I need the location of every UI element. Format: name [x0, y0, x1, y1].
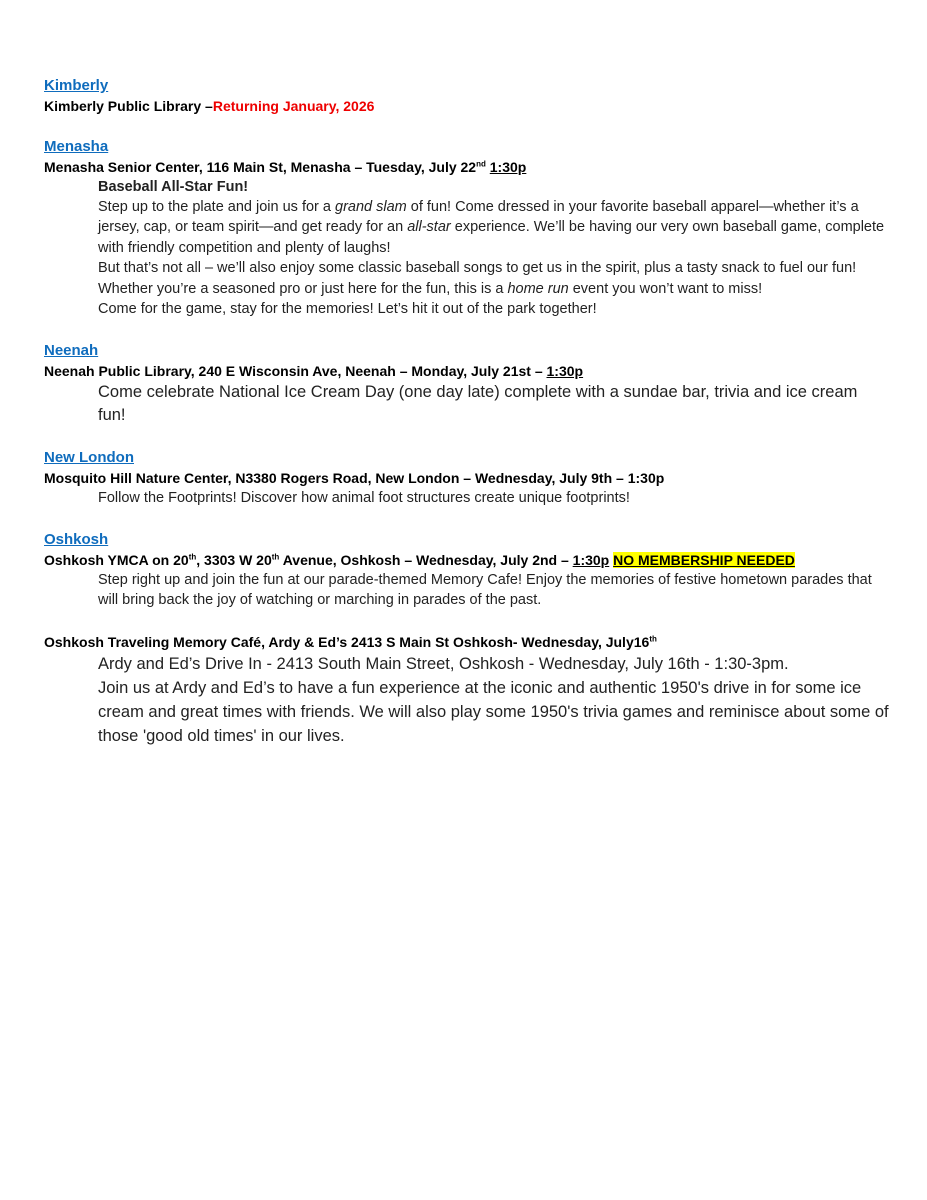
paragraph [98, 279, 889, 299]
event-description-menasha [98, 177, 889, 319]
event-time: 1:30p [489, 159, 527, 175]
location-text: Avenue, Oshkosh – Wednesday, July 2nd – [279, 551, 573, 568]
location-line-new-london: Mosquito Hill Nature Center, N3380 Rogers Road, New London – Wednesday, July 9th – 1:30p [44, 470, 665, 487]
event-description-new-london: Follow the Footprints! Discover how animal foot structures create unique footprints! [98, 490, 630, 507]
town-heading-kimberly[interactable]: Kimberly [44, 77, 109, 94]
text-run: Step up to the plate and join us for a [98, 199, 335, 215]
town-heading-neenah[interactable]: Neenah [44, 342, 99, 360]
ordinal-suffix: th [649, 634, 657, 643]
text-run: Whether you’re a seasoned pro or just here for the fun, this is a [98, 280, 508, 297]
text-run: event you won’t want to miss! [568, 280, 763, 297]
event-title: Baseball All-Star Fun! [98, 179, 249, 195]
event-description-oshkosh: Step right up and join the fun at our parade-themed Memory Cafe! Enjoy the memories of festive hometown parades that will bring back the joy of watching or marching in parades of the past. [98, 571, 872, 609]
paragraph [98, 197, 889, 258]
date-suffix: nd [476, 159, 486, 169]
location-line-kimberly [44, 96, 889, 116]
event-time: 1:30p [572, 551, 610, 568]
location-line-neenah [44, 361, 889, 381]
ordinal-suffix: th [188, 552, 197, 562]
town-heading-new-london[interactable]: New London [44, 449, 134, 467]
text-run: experience. We’ll be having our very own baseball game, complete with friendly competition and plenty of laughs! [98, 219, 885, 256]
paragraph: Ardy and Ed’s Drive In - 2413 South Main Street, Oshkosh - Wednesday, July 16th - 1:30-3pm. [98, 654, 789, 673]
event-description-oshkosh-traveling [98, 652, 889, 748]
paragraph: But that’s not all – we’ll also enjoy some classic baseball songs to get us in the spirit, plus a tasty snack to fuel our fun! [98, 260, 857, 277]
location-line-oshkosh [44, 550, 889, 570]
location-text: Oshkosh Traveling Memory Café, Ardy & Ed’s 2413 S Main St Oshkosh- Wednesday, July16 [44, 633, 650, 650]
paragraph: Come for the game, stay for the memories! Let’s hit it out of the park together! [98, 301, 597, 318]
emphasis-text: grand slam [335, 199, 407, 215]
location-text: Kimberly Public Library – [44, 98, 213, 114]
location-line-menasha [44, 157, 889, 177]
status-text: Returning January, 2026 [212, 98, 375, 114]
town-heading-menasha[interactable]: Menasha [44, 138, 109, 155]
location-text: , 3303 W 20 [196, 551, 272, 568]
emphasis-text: home run [507, 280, 569, 297]
location-text: Menasha Senior Center, 116 Main St, Menasha – Tuesday, July 22 [44, 159, 477, 175]
emphasis-text: all-star [407, 219, 451, 236]
event-time: 1:30p [546, 363, 584, 380]
location-text: Neenah Public Library, 240 E Wisconsin Ave, Neenah – Monday, July 21st – [44, 363, 547, 380]
membership-notice: NO MEMBERSHIP NEEDED [613, 551, 795, 568]
town-heading-oshkosh[interactable]: Oshkosh [44, 530, 109, 548]
ordinal-suffix: th [271, 552, 280, 562]
paragraph: Join us at Ardy and Ed’s to have a fun experience at the iconic and authentic 1950's drive in for some ice cream and great times with friends. We will also play some 1950's trivia games and reminisce about some of those 'good old times' in our lives. [98, 678, 889, 745]
location-line-oshkosh-traveling [44, 632, 889, 652]
event-description-neenah: Come celebrate National Ice Cream Day (one day late) complete with a sundae bar, trivia and ice cream fun! [98, 383, 858, 425]
text-run: of fun! Come dressed in your favorite baseball apparel—whether it’s a jersey, cap, or team spirit—and get ready for an [98, 199, 859, 236]
location-text: Oshkosh YMCA on 20 [44, 551, 189, 568]
document-page [44, 76, 889, 748]
